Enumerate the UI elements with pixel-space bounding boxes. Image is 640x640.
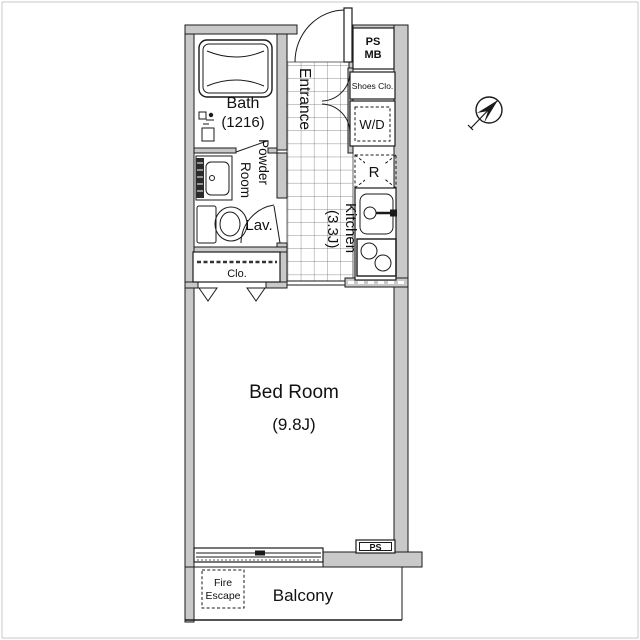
balcony-label: Balcony: [272, 586, 334, 605]
bath-size-label: (1216): [221, 114, 265, 131]
bath-room: [199, 40, 272, 152]
closet-bedroom-wall-right: [266, 282, 287, 288]
closet-bedroom-wall-left: [185, 282, 198, 288]
bath-corridor-wall: [277, 34, 287, 150]
entrance-door-leaf: [344, 8, 352, 62]
right-wall: [394, 25, 408, 567]
refrigerator-space: [355, 155, 396, 188]
kitchen-counter: [355, 188, 397, 280]
bath-powder-divider-left: [194, 148, 236, 153]
toilet-seat: [220, 212, 240, 236]
balcony: [185, 567, 402, 620]
powder-room-label-line1: Powder: [256, 139, 271, 185]
ps-label: PS: [369, 542, 382, 553]
closet-door-mark-1: [199, 288, 217, 301]
compass-north-icon: [468, 97, 502, 130]
bedroom-label: Bed Room: [249, 382, 339, 403]
kitchen-faucet-handle: [390, 210, 397, 217]
powder-room: [196, 139, 280, 243]
bathtub-outer: [199, 40, 272, 97]
entrance-door-arc: [295, 10, 345, 62]
kitchen-label: Kitchen: [342, 203, 359, 254]
powder-closet-divider: [194, 247, 287, 252]
balcony-window: [194, 548, 323, 562]
left-wall: [185, 25, 194, 622]
bathtub-inner: [203, 44, 268, 93]
refrigerator-label: R: [368, 164, 380, 181]
window-lock-tick: [255, 551, 265, 556]
bathtub-contours: [207, 51, 264, 86]
kitchen-size-label: (3.3J): [324, 210, 341, 249]
toilet: [197, 206, 247, 243]
powder-room-label-line2: Room: [238, 162, 253, 199]
toilet-tank: [197, 206, 216, 243]
closet: [193, 252, 280, 301]
closet-label: Clo.: [227, 268, 247, 280]
bedroom-size-label: (9.8J): [272, 415, 316, 434]
entrance-label: Entrance: [296, 68, 313, 131]
top-wall-left: [185, 25, 297, 34]
bedroom-doorway-threshold: [287, 281, 345, 285]
vanity-faucet: [210, 176, 215, 181]
lav-label: Lav.: [245, 217, 273, 234]
bath-label: Bath: [226, 95, 260, 112]
washer-dryer-label: W/D: [359, 117, 385, 132]
closet-door-mark-2: [247, 288, 265, 301]
vanity-mirror: [196, 158, 204, 198]
powder-door-leaf: [274, 206, 280, 243]
shower-fixture-icon: [199, 112, 214, 124]
fire-escape-label-line2: Escape: [205, 590, 241, 602]
bath-drain-box: [202, 128, 214, 141]
fire-escape-hatch: [202, 570, 244, 608]
psmb-label-line1: PS: [365, 36, 381, 48]
shoes-closet-label: Shoes Clo.: [351, 81, 394, 91]
fire-escape-label-line1: Fire: [213, 577, 233, 589]
bottom-wall: [323, 552, 422, 567]
psmb-label-line2: MB: [364, 49, 382, 61]
powder-corridor-wall-upper: [277, 153, 287, 198]
